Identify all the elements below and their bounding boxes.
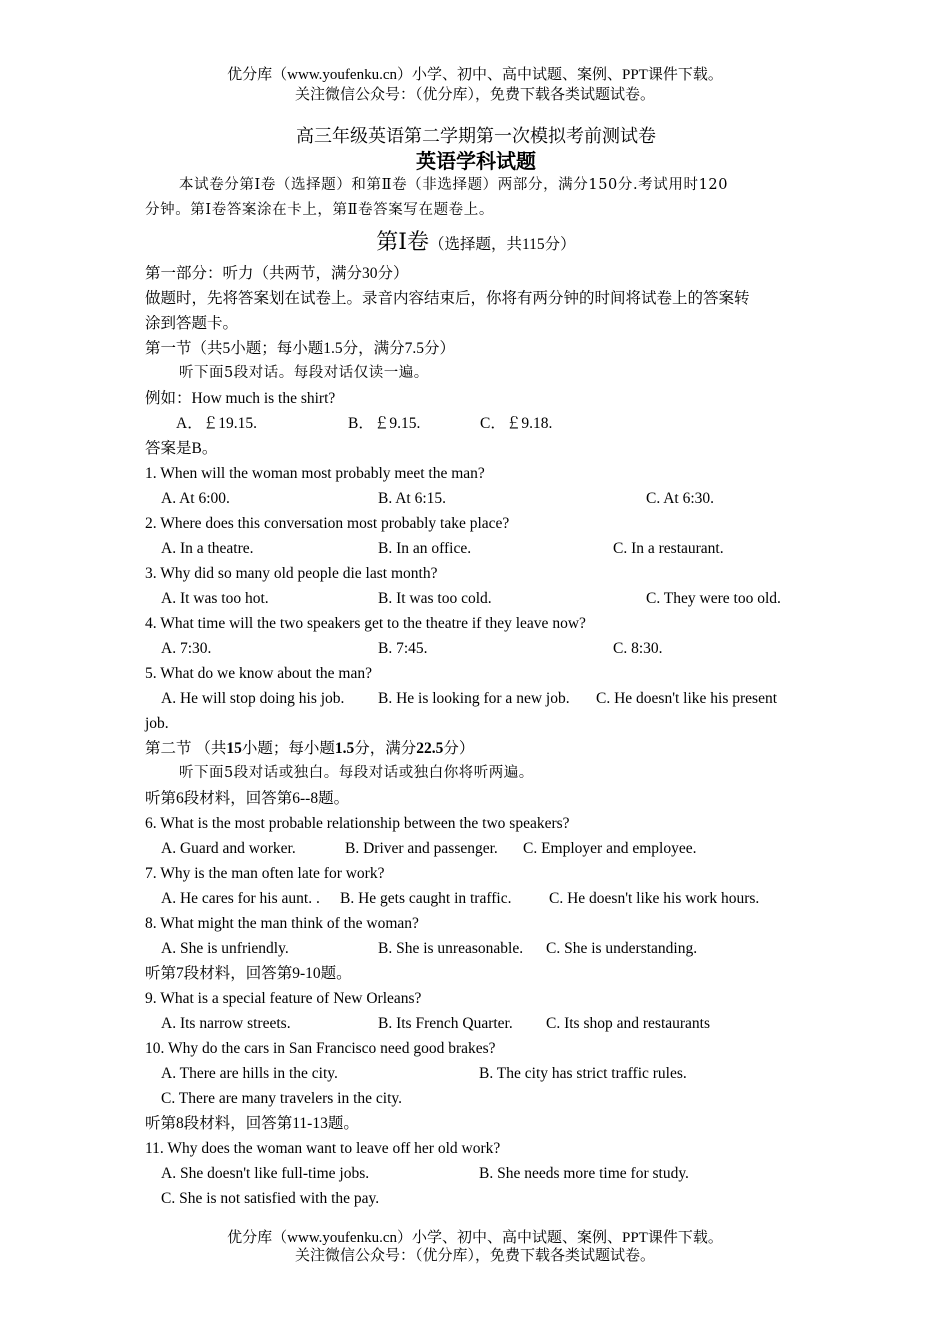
option-c: C. They were too old.: [646, 590, 781, 607]
example-options: [145, 411, 807, 436]
header-line-2: 关注微信公众号：（优分库），免费下载各类试题试卷。: [294, 87, 655, 103]
section2-count: 15: [226, 740, 242, 757]
material-6-heading: 听第6段材料，回答第6--8题。: [145, 790, 350, 807]
option-a: A. He cares for his aunt. .: [161, 890, 320, 907]
part1-instruction-1: 做题时，先将答案划在试卷上。录音内容结束后，你将有两分钟的时间将试卷上的答案转: [145, 290, 750, 307]
question-3: 3. Why did so many old people die last month?: [145, 565, 438, 582]
intro-line-1: 本试卷分第Ⅰ卷（选择题）和第Ⅱ卷（非选择题）两部分，满分150分.考试用时120: [179, 177, 729, 193]
option-a: A. At 6:00.: [161, 490, 230, 507]
option-c: C. He doesn't like his present: [596, 690, 778, 707]
material-8-heading: 听第8段材料，回答第11-13题。: [145, 1115, 359, 1132]
option-c: C. He doesn't like his work hours.: [549, 890, 760, 907]
option-a: A. Guard and worker.: [161, 840, 296, 857]
option-c: C. She is not satisfied with the pay.: [161, 1190, 380, 1207]
question-5-options: [145, 686, 807, 711]
option-c: C. Employer and employee.: [523, 840, 697, 857]
option-b: B. It was too cold.: [378, 590, 492, 607]
example-question: 例如：How much is the shirt?: [145, 390, 336, 407]
option-c: C. 8:30.: [613, 640, 663, 657]
question-11-options-row-1: [145, 1161, 807, 1186]
question-1-options: [145, 486, 807, 511]
exam-title: 高三年级英语第二学期第一次模拟考前测试卷: [296, 126, 656, 146]
option-a: A. 7:30.: [161, 640, 212, 657]
question-7-options: [145, 886, 807, 911]
question-10: 10. Why do the cars in San Francisco need good brakes?: [145, 1040, 496, 1057]
volume-heading: [145, 223, 807, 261]
question-11-options-row-2: [145, 1186, 807, 1211]
option-a: A. Its narrow streets.: [161, 1015, 291, 1032]
example-answer: 答案是B。: [145, 440, 218, 457]
example-option-c: C．￡9.18.: [480, 415, 553, 432]
part1-title: 第一部分：听力（共两节，满分30分）: [145, 265, 409, 282]
option-c: C. She is understanding.: [546, 940, 698, 957]
section1-instruction: 听下面5段对话。每段对话仅读一遍。: [179, 365, 429, 381]
subject-title: 英语学科试题: [416, 149, 536, 173]
question-10-options-row-2: [145, 1086, 807, 1111]
header-line-1: 优分库（www.youfenku.cn）小学、初中、高中试题、案例、PPT课件下载。: [227, 67, 723, 83]
section2-points: 1.5: [334, 740, 355, 757]
option-b: B. The city has strict traffic rules.: [479, 1065, 687, 1082]
section2-title-part: 分）: [443, 740, 475, 757]
volume-title: 第Ⅰ卷: [376, 229, 429, 254]
option-b: B. At 6:15.: [378, 490, 447, 507]
question-8-options: [145, 936, 807, 961]
question-8: 8. What might the man think of the woman?: [145, 915, 419, 932]
option-b: B. Its French Quarter.: [378, 1015, 513, 1032]
section2-title-part: 第二节 （共: [145, 740, 227, 757]
question-11: 11. Why does the woman want to leave off her old work?: [145, 1140, 501, 1157]
section2-instruction: 听下面5段对话或独白。每段对话或独白你将听两遍。: [179, 765, 534, 781]
question-4: 4. What time will the two speakers get to the theatre if they leave now?: [145, 615, 586, 632]
question-5: 5. What do we know about the man?: [145, 665, 372, 682]
option-a: A. In a theatre.: [161, 540, 254, 557]
footer-line-1: 优分库（www.youfenku.cn）小学、初中、高中试题、案例、PPT课件下载。: [227, 1230, 723, 1246]
question-4-options: [145, 636, 807, 661]
option-b: B. He is looking for a new job.: [378, 690, 570, 707]
option-a: A. It was too hot.: [161, 590, 269, 607]
section1-title: 第一节（共5小题；每小题1.5分，满分7.5分）: [145, 340, 456, 357]
option-c: C. At 6:30.: [646, 490, 715, 507]
question-6: 6. What is the most probable relationship between the two speakers?: [145, 815, 570, 832]
section2-title-part: 小题；每小题: [241, 740, 335, 757]
footer-line-2: 关注微信公众号：（优分库），免费下载各类试题试卷。: [294, 1248, 655, 1264]
option-b: B. She is unreasonable.: [378, 940, 524, 957]
question-2: 2. Where does this conversation most probably take place?: [145, 515, 510, 532]
question-1: 1. When will the woman most probably meet the man?: [145, 465, 485, 482]
question-10-options-row-1: [145, 1061, 807, 1086]
part1-instruction-2: 涂到答题卡。: [145, 315, 239, 332]
material-7-heading: 听第7段材料，回答第9-10题。: [145, 965, 352, 982]
section2-title-part: 分，满分: [354, 740, 417, 757]
option-b: B. He gets caught in traffic.: [340, 890, 512, 907]
section2-title: [145, 736, 807, 761]
option-c: C. Its shop and restaurants: [546, 1015, 711, 1032]
option-a: A. He will stop doing his job.: [161, 690, 345, 707]
question-3-options: [145, 586, 807, 611]
option-c: C. There are many travelers in the city.: [161, 1090, 403, 1107]
section2-total: 22.5: [416, 740, 444, 757]
exam-content: [145, 123, 807, 1211]
option-b: B. Driver and passenger.: [345, 840, 498, 857]
example-option-a: A．￡19.15.: [176, 415, 257, 432]
question-6-options: [145, 836, 807, 861]
option-a: A. There are hills in the city.: [161, 1065, 338, 1082]
volume-note: （选择题，共115分）: [429, 236, 576, 253]
option-a: A. She doesn't like full-time jobs.: [161, 1165, 370, 1182]
question-5-option-c-continued: job.: [145, 715, 169, 732]
question-7: 7. Why is the man often late for work?: [145, 865, 385, 882]
example-option-b: B．￡9.15.: [348, 415, 421, 432]
option-b: B. 7:45.: [378, 640, 428, 657]
intro-line-2: 分钟。第Ⅰ卷答案涂在卡上，第Ⅱ卷答案写在题卷上。: [145, 202, 494, 218]
option-b: B. She needs more time for study.: [479, 1165, 689, 1182]
question-2-options: [145, 536, 807, 561]
option-c: C. In a restaurant.: [613, 540, 724, 557]
option-b: B. In an office.: [378, 540, 472, 557]
option-a: A. She is unfriendly.: [161, 940, 289, 957]
question-9-options: [145, 1011, 807, 1036]
question-9: 9. What is a special feature of New Orleans?: [145, 990, 422, 1007]
